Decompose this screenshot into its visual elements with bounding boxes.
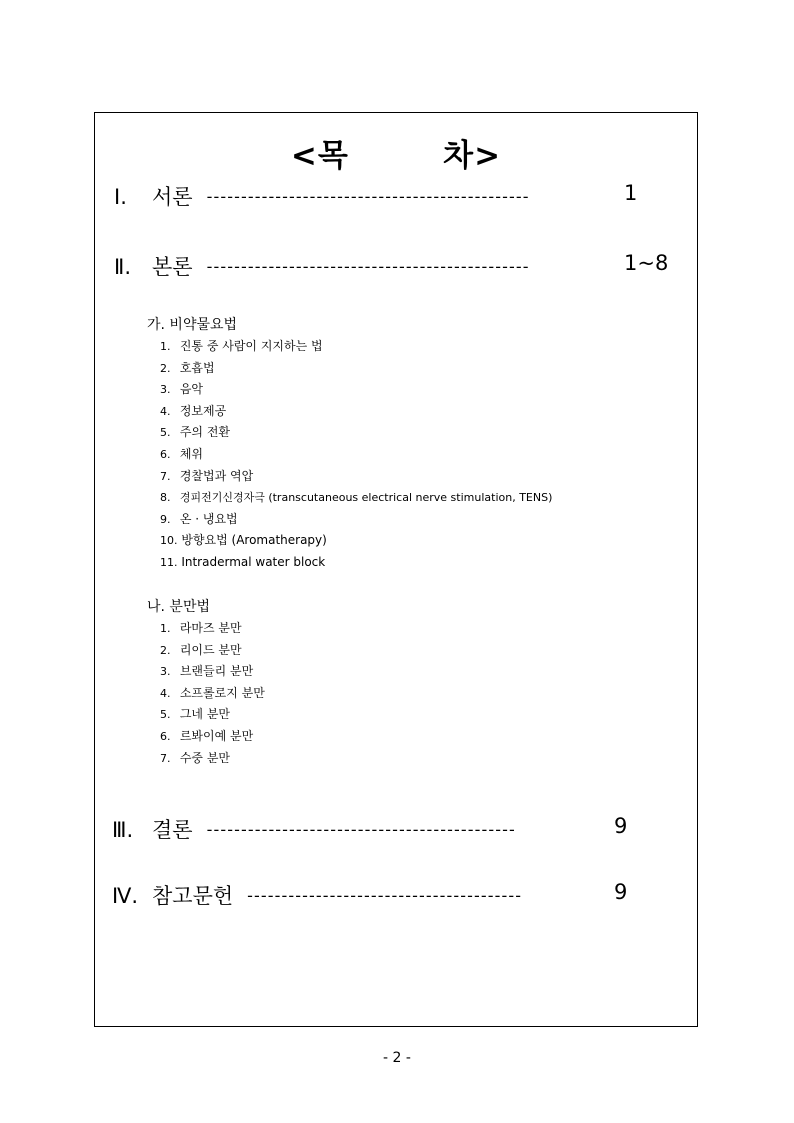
- section-a-list: [160, 336, 552, 574]
- toc-leader: -----------------------------------------------: [206, 187, 530, 206]
- toc-numeral: Ⅱ.: [114, 255, 132, 279]
- list-item: 8. 경피전기신경자극 (transcutaneous electrical nerve stimulation, TENS): [160, 491, 553, 505]
- toc-entry-references: [112, 880, 522, 910]
- list-item: 2. 호흡법: [160, 360, 215, 375]
- list-item: 3. 음악: [160, 382, 204, 397]
- section-a-heading: 가. 비약물요법: [147, 317, 238, 333]
- list-item: 6. 르봐이예 분만: [160, 728, 254, 743]
- list-item: 7. 수중 분만: [160, 750, 231, 765]
- toc-page-body: 1~8: [624, 251, 669, 275]
- toc-leader: ----------------------------------------: [247, 886, 523, 905]
- list-item: 1. 진통 중 사람이 지지하는 법: [160, 339, 323, 353]
- toc-numeral: Ⅳ.: [112, 884, 139, 908]
- list-item: 4. 정보제공: [160, 403, 227, 418]
- page-title: <목 차>: [290, 138, 502, 174]
- toc-page-conclusion: 9: [614, 814, 628, 838]
- toc-numeral: Ⅲ.: [112, 818, 134, 842]
- toc-numeral: Ⅰ.: [114, 185, 127, 209]
- section-b-heading: 나. 분만법: [147, 599, 210, 615]
- toc-entry-body: [114, 251, 530, 281]
- list-item: 2. 리이드 분만: [160, 642, 242, 657]
- section-b-list: [160, 618, 265, 769]
- list-item: 9. 온 · 냉요법: [160, 511, 238, 526]
- list-item: 5. 주의 전환: [160, 425, 231, 440]
- list-item: 4. 소프롤로지 분만: [160, 685, 265, 700]
- list-item: 6. 체위: [160, 446, 204, 461]
- list-item: 10. 방향요법 (Aromatherapy): [160, 533, 327, 548]
- toc-page-references: 9: [614, 880, 628, 904]
- toc-page-intro: 1: [624, 181, 638, 205]
- list-item: 1. 라마즈 분만: [160, 621, 242, 635]
- toc-label: 참고문헌: [152, 884, 234, 908]
- toc-entry-intro: [114, 181, 530, 211]
- page-number: - 2 -: [383, 1050, 411, 1066]
- toc-leader: -----------------------------------------------: [206, 257, 530, 276]
- toc-entry-conclusion: [112, 814, 516, 844]
- list-item: 3. 브랜들리 분만: [160, 664, 254, 679]
- toc-label: 본론: [152, 255, 193, 279]
- list-item: 5. 그네 분만: [160, 707, 231, 722]
- list-item: 7. 경찰법과 역압: [160, 468, 254, 483]
- toc-label: 서론: [152, 185, 193, 209]
- toc-leader: ---------------------------------------------: [206, 820, 516, 839]
- toc-label: 결론: [152, 818, 193, 842]
- list-item: 11. Intradermal water block: [160, 554, 326, 569]
